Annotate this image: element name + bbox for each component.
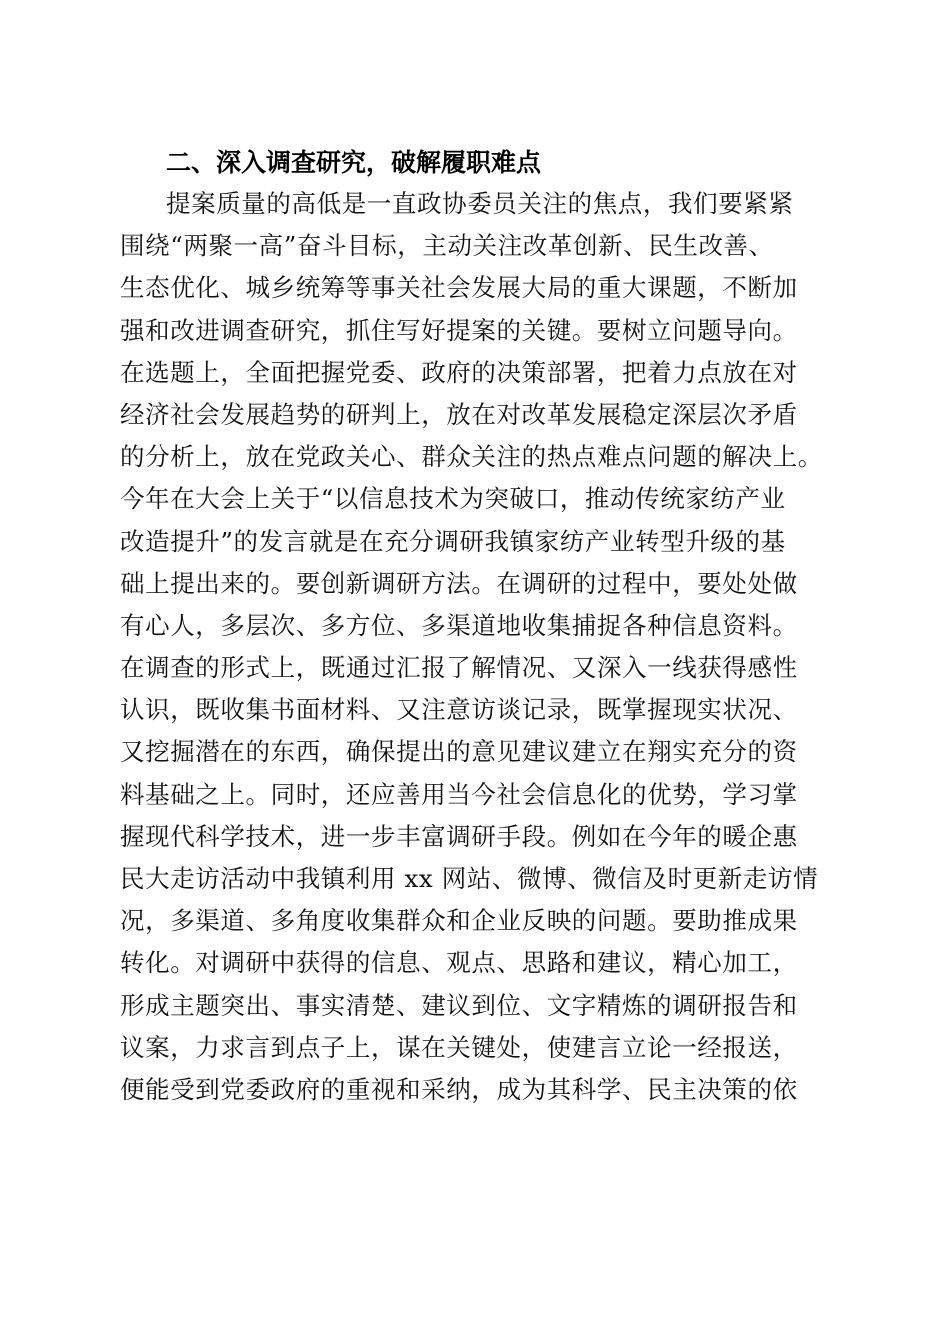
text-line: 有心人，多层次、多方位、多渠道地收集捕捉各种信息资料。 — [120, 610, 798, 640]
text-line: 料基础之上。同时，还应善用当今社会信息化的优势，学习掌 — [120, 779, 798, 809]
text-line: 在选题上，全面把握党委、政府的决策部署，把着力点放在对 — [120, 357, 798, 387]
paragraph — [120, 183, 840, 1111]
section-heading: 二、深入调查研究，破解履职难点 — [166, 148, 542, 177]
text-line: 改造提升”的发言就是在充分调研我镇家纺产业转型升级的基 — [120, 526, 786, 556]
text-line: 又挖掘潜在的东西，确保提出的意见建议建立在翔实充分的资 — [120, 737, 798, 767]
text-line: 今年在大会上关于“以信息技术为突破口，推动传统家纺产业 — [120, 484, 786, 514]
text-line: 认识，既收集书面材料、又注意访谈记录，既掌握现实状况、 — [120, 695, 798, 725]
text-line: 的分析上，放在党政关心、群众关注的热点难点问题的解决上。 — [120, 442, 823, 472]
text-line: 便能受到党委政府的重视和采纳，成为其科学、民主决策的依 — [120, 1074, 798, 1104]
text-line: 在调查的形式上，既通过汇报了解情况、又深入一线获得感性 — [120, 653, 798, 683]
text-line: 况，多渠道、多角度收集群众和企业反映的问题。要助推成果 — [120, 906, 798, 936]
text-line: 民大走访活动中我镇利用 xx 网站、微博、微信及时更新走访情 — [120, 864, 819, 893]
text-line: 议案，力求言到点子上，谋在关键处，使建言立论一经报送， — [120, 1032, 798, 1062]
text-line: 握现代科学技术，进一步丰富调研手段。例如在今年的暖企惠 — [120, 821, 798, 851]
text-line: 围绕“两聚一高”奋斗目标，主动关注改革创新、民生改善、 — [120, 231, 774, 261]
text-line: 提案质量的高低是一直政协委员关注的焦点，我们要紧紧 — [166, 189, 794, 218]
text-line: 转化。对调研中获得的信息、观点、思路和建议，精心加工， — [120, 948, 798, 978]
text-line: 生态优化、城乡统筹等事关社会发展大局的重大课题，不断加 — [120, 273, 798, 303]
text-line: 础上提出来的。要创新调研方法。在调研的过程中，要处处做 — [120, 568, 798, 598]
text-line: 形成主题突出、事实清楚、建议到位、文字精炼的调研报告和 — [120, 990, 798, 1020]
text-line: 强和改进调查研究，抓住写好提案的关键。要树立问题导向。 — [120, 315, 798, 345]
text-line: 经济社会发展趋势的研判上，放在对改革发展稳定深层次矛盾 — [120, 399, 798, 429]
